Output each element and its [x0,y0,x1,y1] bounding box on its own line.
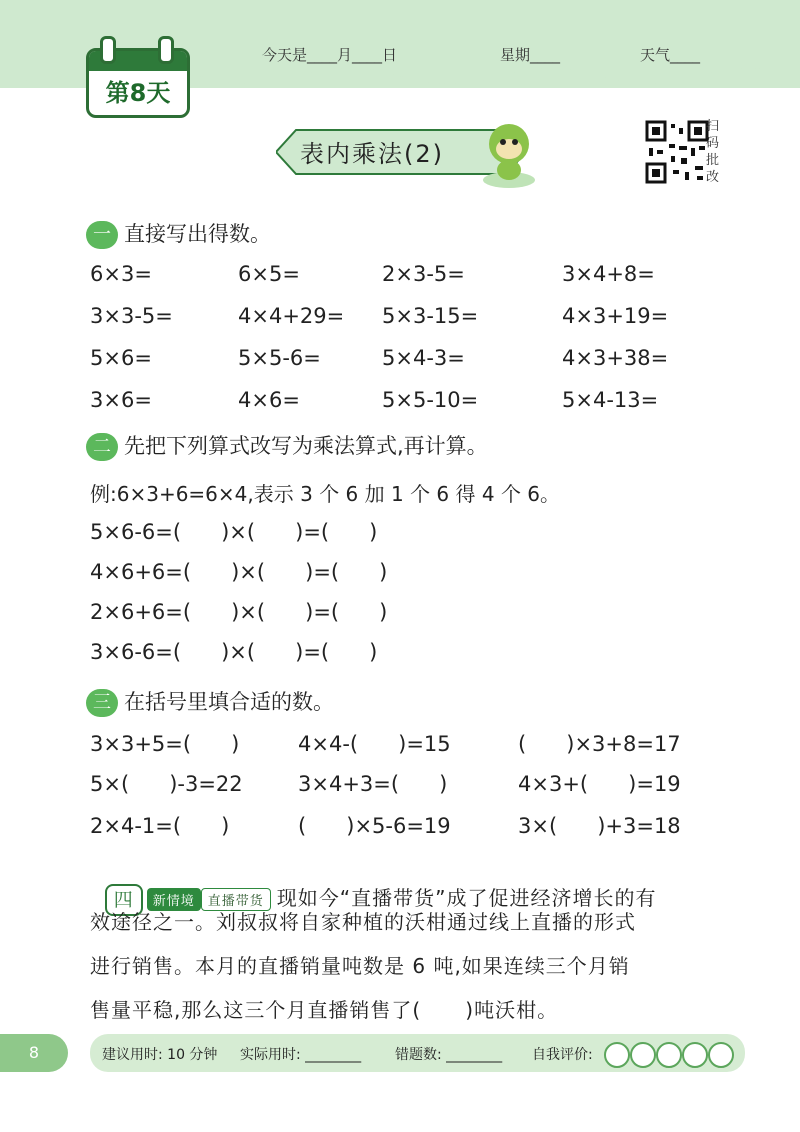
section2-heading [86,430,488,461]
section3-title: 在括号里填合适的数。 [124,690,334,714]
exercise-cell[interactable]: 5×6= [90,346,152,370]
scan-to-grade-label: 扫码批改 [706,119,720,185]
exercise-cell[interactable]: 3×4+8= [562,262,655,286]
rating-face-icon[interactable] [604,1042,630,1068]
section4-answer-line[interactable]: 售量平稳,那么这三个月直播销售了( )吨沃柑。 [90,998,559,1022]
section4-line: 现如今“直播带货”成了促进经济增长的有 [276,886,657,910]
fill-blank-cell[interactable]: 3×3+5=( ) [90,732,240,756]
section1-badge: 一 [86,221,118,249]
actual-time-field[interactable]: 实际用时: ________ [240,1047,362,1063]
page-number: 8 [0,1034,68,1072]
rating-face-icon[interactable] [708,1042,734,1068]
section1-title: 直接写出得数。 [124,222,271,246]
exercise-cell[interactable]: 5×5-10= [382,388,479,412]
monkey-icon [478,116,540,188]
fill-blank-cell[interactable]: 2×4-1=( ) [90,814,230,838]
section3-heading [86,686,334,717]
rating-face-icon[interactable] [682,1042,708,1068]
rating-face-icon[interactable] [630,1042,656,1068]
exercise-cell[interactable]: 6×5= [238,262,300,286]
suggested-time: 建议用时: 10 分钟 [102,1047,218,1063]
new-context-tag: 新情境 [147,888,201,911]
date-field[interactable]: 今天是____月____日 [262,46,398,64]
fill-blank-cell[interactable]: 5×( )-3=22 [90,772,243,796]
exercise-cell[interactable]: 4×4+29= [238,304,345,328]
exercise-cell[interactable]: 4×6= [238,388,300,412]
fill-blank-cell[interactable]: ( )×3+8=17 [518,732,681,756]
fill-blank-cell[interactable]: 4×3+( )=19 [518,772,681,796]
section3-badge: 三 [86,689,118,717]
rewrite-row[interactable]: 4×6+6=( )×( )=( ) [90,560,388,584]
day-label: 第8天 [105,79,171,107]
rewrite-row[interactable]: 3×6-6=( )×( )=( ) [90,640,378,664]
exercise-cell[interactable]: 4×3+38= [562,346,669,370]
fill-blank-cell[interactable]: 3×( )+3=18 [518,814,681,838]
rating-face-icon[interactable] [656,1042,682,1068]
section2-title: 先把下列算式改写为乘法算式,再计算。 [124,434,488,458]
exercise-cell[interactable]: 5×4-3= [382,346,465,370]
section2-badge: 二 [86,433,118,461]
qr-code-icon[interactable] [645,120,709,184]
fill-blank-cell[interactable]: ( )×5-6=19 [298,814,451,838]
weekday-field[interactable]: 星期____ [500,46,561,64]
page-title: 表内乘法(2) [300,140,444,168]
section4-line: 效途径之一。刘叔叔将自家种植的沃柑通过线上直播的形式 [90,910,636,934]
rewrite-row[interactable]: 5×6-6=( )×( )=( ) [90,520,378,544]
self-eval-label: 自我评价: [532,1047,593,1063]
error-count-field[interactable]: 错题数: ________ [395,1047,503,1063]
section4-line: 进行销售。本月的直播销量吨数是 6 吨,如果连续三个月销 [90,954,630,978]
exercise-cell[interactable]: 4×3+19= [562,304,669,328]
exercise-cell[interactable]: 5×4-13= [562,388,659,412]
rewrite-row[interactable]: 2×6+6=( )×( )=( ) [90,600,388,624]
exercise-cell[interactable]: 3×6= [90,388,152,412]
exercise-cell[interactable]: 6×3= [90,262,152,286]
example-text: 例:6×3+6=6×4,表示 3 个 6 加 1 个 6 得 4 个 6。 [90,482,561,506]
weather-field[interactable]: 天气____ [640,46,701,64]
exercise-cell[interactable]: 5×3-15= [382,304,479,328]
section4-badge: 四 [105,884,143,916]
section1-heading [86,218,271,249]
exercise-cell[interactable]: 5×5-6= [238,346,321,370]
exercise-cell[interactable]: 2×3-5= [382,262,465,286]
exercise-cell[interactable]: 3×3-5= [90,304,173,328]
day-badge [86,36,190,116]
fill-blank-cell[interactable]: 3×4+3=( ) [298,772,448,796]
fill-blank-cell[interactable]: 4×4-( )=15 [298,732,451,756]
topic-tag: 直播带货 [201,888,271,911]
